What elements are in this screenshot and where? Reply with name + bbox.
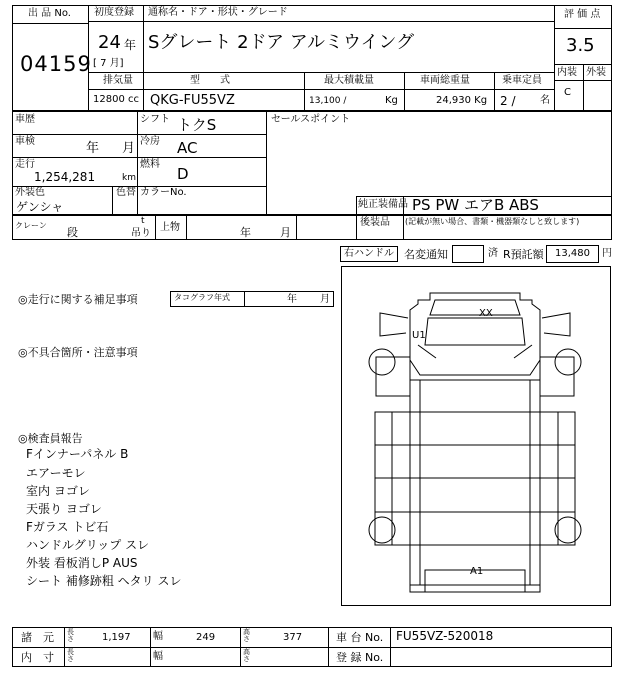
ac-label: 冷房 — [140, 136, 160, 147]
diagram-mark-u1: U1 — [412, 330, 426, 341]
score-label: 評 価 点 — [564, 9, 601, 20]
score: 3.5 — [566, 35, 595, 56]
shift-value: トクS — [177, 116, 217, 134]
reg-label: 登 録 No. — [336, 651, 384, 664]
interior-grade: C — [564, 87, 571, 98]
tachograph-label: タコグラフ年式 — [174, 293, 230, 302]
history-label: 車歴 — [15, 114, 35, 125]
chassis-no: FU55VZ-520018 — [396, 629, 494, 643]
interior-label: 内装 — [557, 67, 577, 78]
capacity: 2 / — [500, 94, 516, 108]
lot-no: 04159 — [20, 52, 92, 76]
displacement-label: 排気量 — [103, 75, 133, 86]
exterior-color: ゲンシャ — [16, 200, 64, 214]
aftermarket-label: 後装品 — [360, 217, 390, 228]
list-item: ハンドルグリップ スレ — [26, 538, 150, 552]
capacity-label: 乗車定員 — [502, 75, 542, 86]
title-label: 通称名・ドア・形状・グレード — [148, 7, 288, 18]
running-notes-label: ◎走行に関する補足事項 — [18, 293, 138, 306]
crane-label: クレーン — [15, 221, 47, 230]
name-change-box — [452, 245, 484, 263]
ac-value: AC — [177, 139, 198, 157]
recycle-amount: 13,480 — [555, 248, 590, 259]
defects-label: ◎不具合箇所・注意事項 — [18, 346, 138, 359]
length: 1,197 — [102, 632, 131, 643]
list-item: Fインナーパネル B — [26, 447, 129, 461]
steering: 右ハンドル — [344, 248, 394, 259]
first-reg-year-unit: 年 — [124, 38, 137, 52]
max-load-unit: Kg — [385, 95, 398, 106]
recycle-prefix: 済 — [488, 248, 498, 259]
height: 377 — [283, 632, 303, 643]
first-reg-month: [ 7 月] — [93, 58, 124, 69]
color-change-label: 色替 — [116, 187, 136, 198]
color-code-label: カラーNo. — [140, 187, 187, 198]
max-load: 13,100 / — [309, 96, 347, 106]
upper-year-unit: 年 — [240, 226, 251, 239]
fuel-label: 燃料 — [140, 159, 160, 170]
crane-hang-unit: 吊り — [131, 228, 151, 239]
model-label: 型 式 — [190, 75, 230, 86]
mileage-unit: km — [122, 173, 136, 183]
model: QKG-FU55VZ — [150, 93, 235, 108]
recycle-unit: 円 — [602, 248, 612, 259]
fuel-value: D — [177, 165, 189, 183]
mileage: 1,254,281 — [34, 170, 96, 184]
interior-height-label: 高さ — [243, 648, 250, 664]
exterior-color-label: 外装色 — [15, 187, 45, 198]
upper-month-unit: 月 — [280, 226, 291, 239]
width: 249 — [196, 632, 216, 643]
list-item: 天張り ヨゴレ — [26, 502, 102, 516]
sales-point-label: セールスポイント — [271, 114, 351, 125]
upper-label: 上物 — [160, 222, 180, 233]
width-label: 幅 — [153, 631, 163, 642]
list-item: 室内 ヨゴレ — [26, 484, 90, 498]
mileage-label: 走行 — [15, 159, 35, 170]
first-reg-year: 24 — [98, 32, 121, 53]
interior-dims-label: 内 寸 — [21, 651, 54, 664]
name-change-label: 名変通知 — [404, 248, 448, 261]
lot-no-label: 出 品 No. — [28, 8, 71, 19]
interior-length-label: 長さ — [67, 648, 74, 664]
displacement: 12800 cc — [93, 94, 139, 105]
max-load-label: 最大積載量 — [324, 75, 374, 86]
height-label: 高さ — [243, 628, 250, 644]
shift-label: シフト — [140, 114, 170, 125]
standard-equipment: PS PW エアB ABS — [412, 196, 539, 214]
diagram-frame — [341, 266, 611, 606]
capacity-unit: 名 — [540, 95, 550, 106]
crane-stage-unit: 段 — [67, 226, 78, 239]
list-item: シート 補修跡粗 ヘタリ スレ — [26, 574, 182, 588]
exterior-label: 外装 — [586, 67, 606, 78]
tachograph-month: 月 — [320, 294, 330, 305]
inspector-label: ◎検査員報告 — [18, 432, 83, 445]
tachograph-year: 年 — [287, 294, 297, 305]
list-item: 外装 看板消しP AUS — [26, 556, 138, 570]
dims-label: 諸 元 — [21, 631, 54, 644]
first-reg-label: 初度登録 — [94, 7, 134, 18]
diagram-mark-a1: A1 — [470, 566, 484, 577]
crane-ton-unit: t — [141, 216, 145, 226]
gross-weight: 24,930 Kg — [436, 95, 488, 106]
recycle-label: R預託額 — [503, 248, 544, 261]
vehicle-name: Sグレート 2ドア アルミウイング — [148, 32, 415, 53]
list-item: Fガラス トビ石 — [26, 520, 109, 534]
inspection-label: 車検 — [15, 136, 35, 147]
gross-weight-label: 車両総重量 — [420, 75, 470, 86]
inspection-year-unit: 年 — [86, 141, 100, 156]
diagram-mark-xx: XX — [479, 308, 493, 319]
chassis-label: 車 台 No. — [336, 631, 384, 644]
inspection-month-unit: 月 — [122, 141, 136, 156]
aftermarket-note: (記載が無い場合、書類・機器類なしと致します) — [405, 217, 580, 226]
list-item: エアーモレ — [26, 466, 86, 480]
length-label: 長さ — [67, 628, 74, 644]
standard-equipment-label: 純正装備品 — [358, 199, 408, 210]
interior-width-label: 幅 — [153, 651, 163, 662]
